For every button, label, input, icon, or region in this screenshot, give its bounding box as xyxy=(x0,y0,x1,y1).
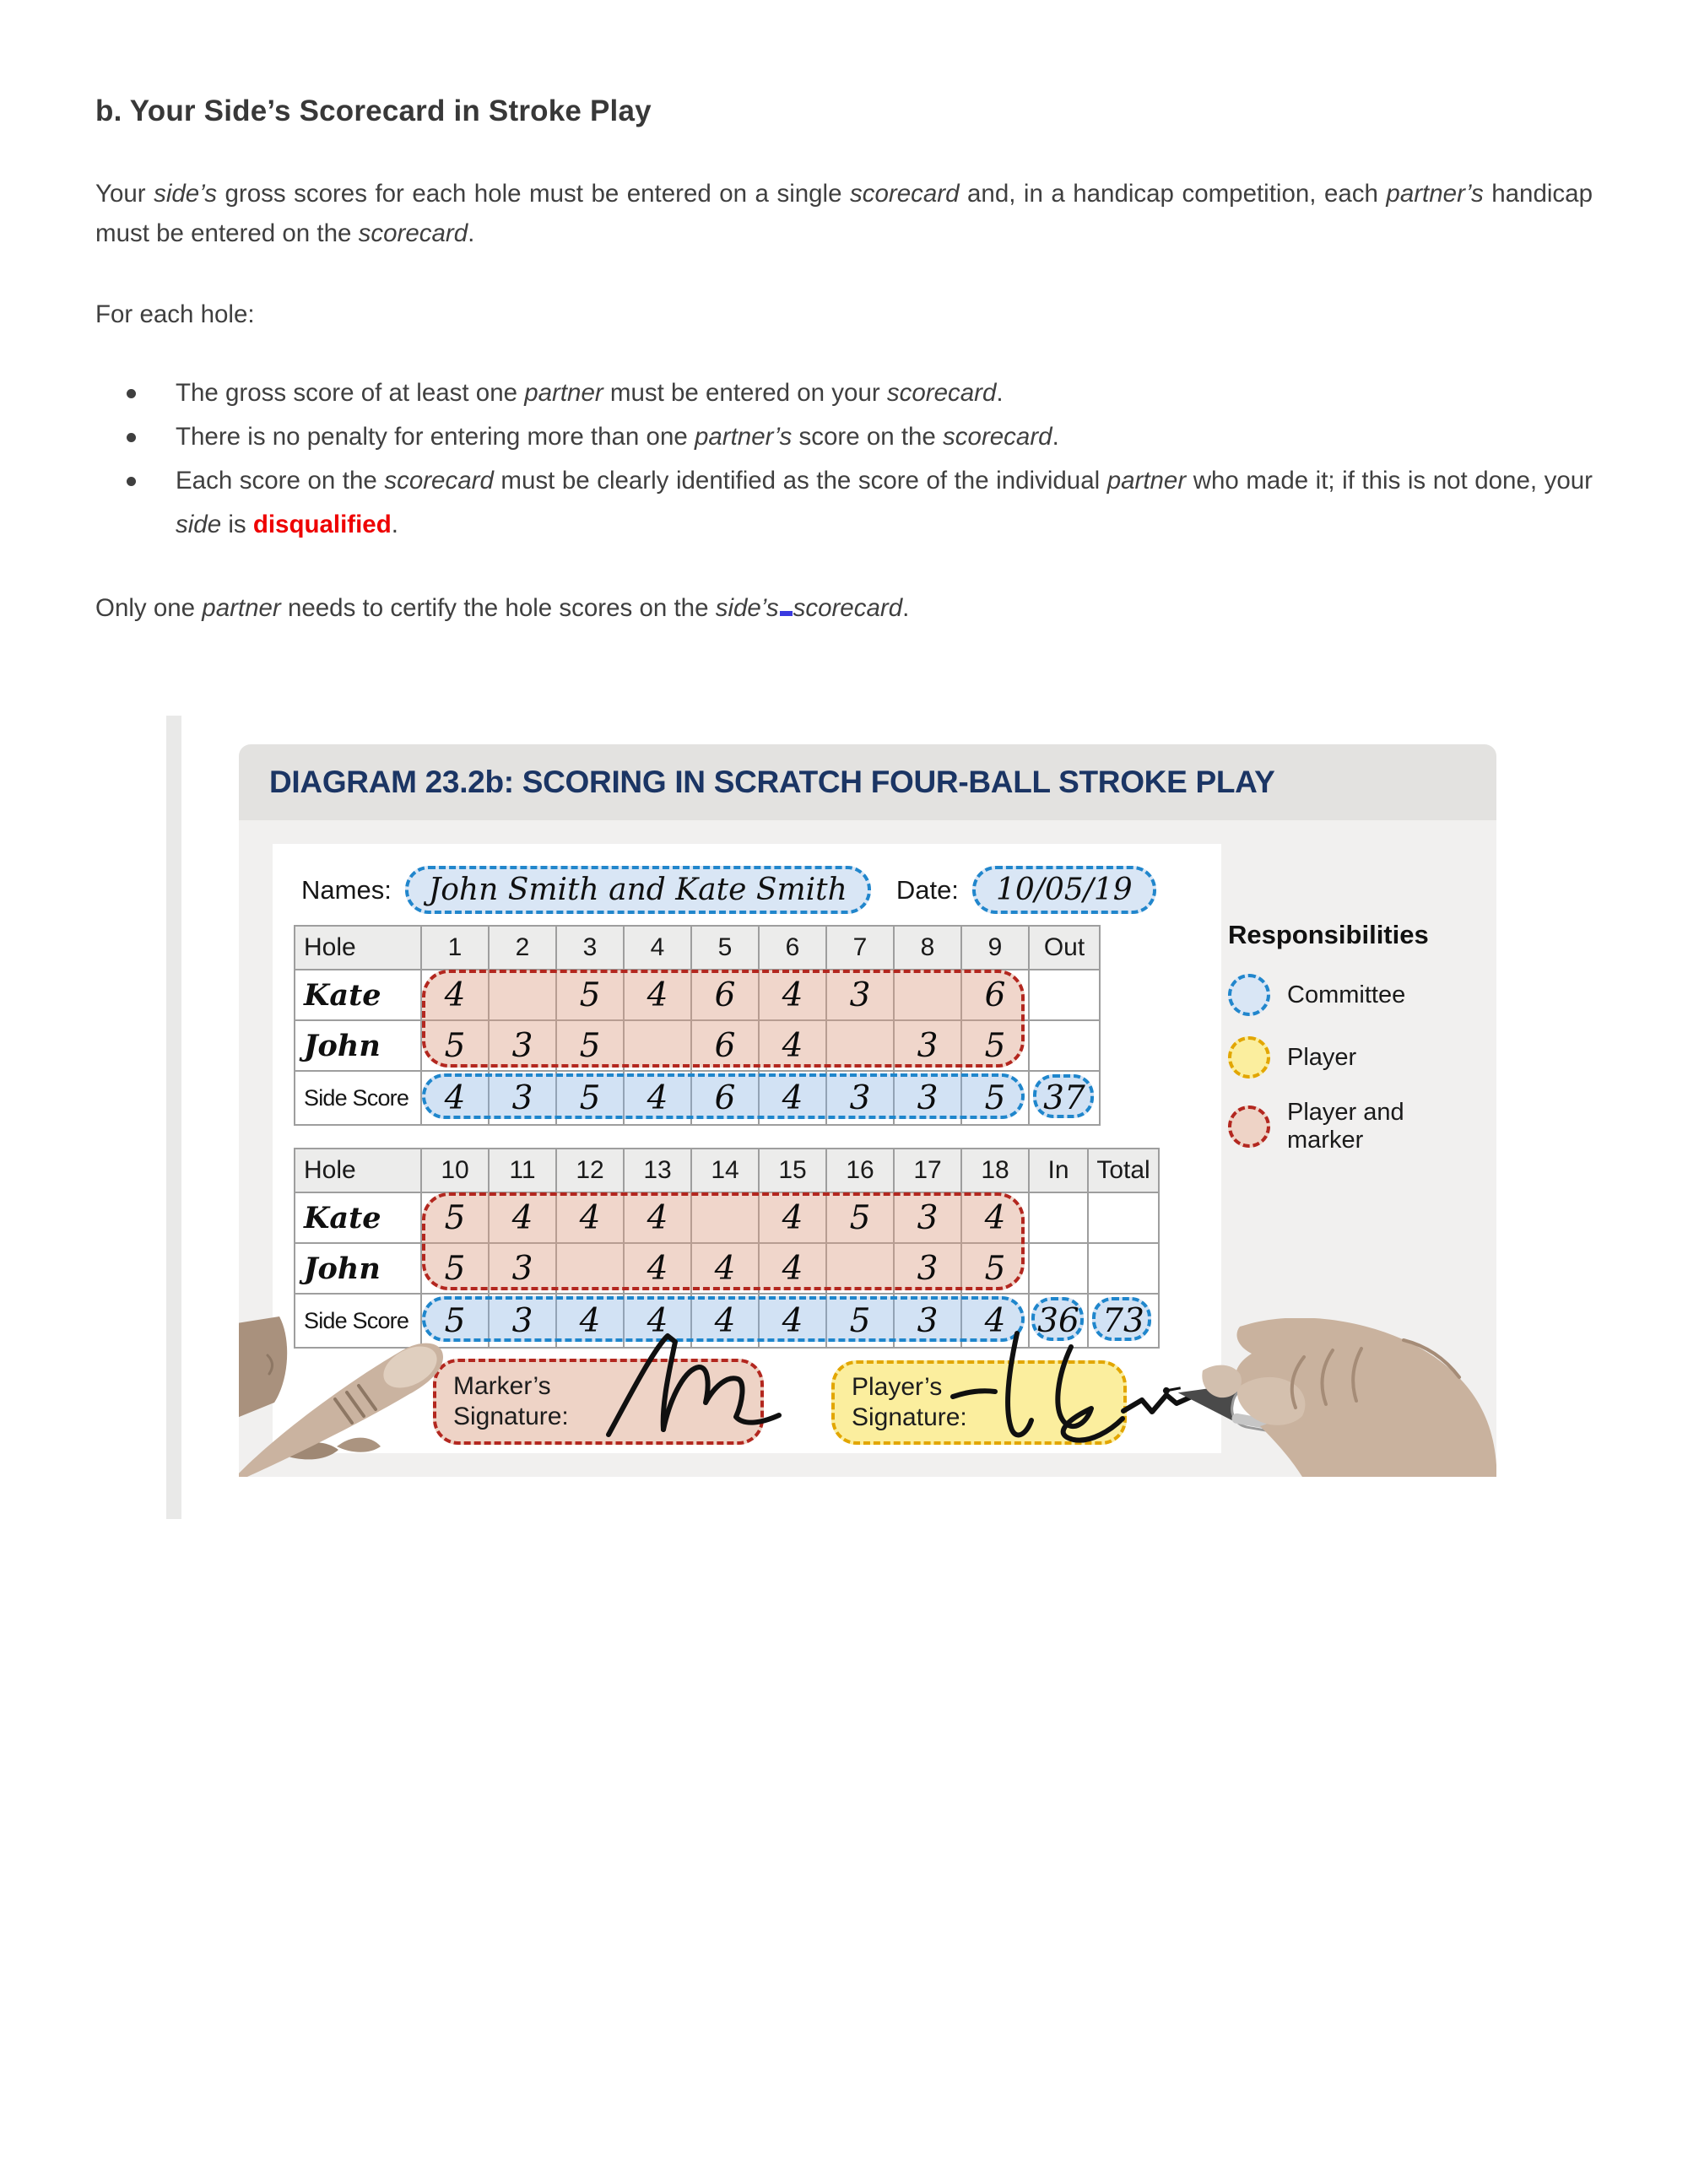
names-label: Names: xyxy=(301,874,392,905)
score-cell: 4 xyxy=(691,1294,759,1348)
legend-label: Committee xyxy=(1287,981,1406,1008)
scorecard-names-row xyxy=(301,866,1221,914)
side-score-row xyxy=(295,1071,1100,1125)
col-header: Total xyxy=(1088,1149,1159,1192)
score-cell: 4 xyxy=(421,970,489,1020)
text-run-italic: side xyxy=(176,511,222,538)
bullet-item xyxy=(176,459,1593,547)
col-header: 14 xyxy=(691,1149,759,1192)
score-cell xyxy=(826,1020,894,1071)
score-cell: 5 xyxy=(961,1020,1029,1071)
score-cell: 3 xyxy=(489,1020,556,1071)
text-run: gross scores for each hole must be entered on a single xyxy=(216,180,850,208)
text-run: handicap must be entered on the xyxy=(95,180,1593,247)
col-header: 8 xyxy=(894,926,961,970)
score-cell: 6 xyxy=(691,1020,759,1071)
out-total-cell: 37 xyxy=(1029,1071,1100,1125)
score-cell: 4 xyxy=(624,970,691,1020)
score-cell: 5 xyxy=(421,1192,489,1243)
col-header: 9 xyxy=(961,926,1029,970)
score-cell: 4 xyxy=(624,1192,691,1243)
text-run: . xyxy=(1052,423,1059,451)
score-cell: 4 xyxy=(421,1071,489,1125)
score-cell: 5 xyxy=(826,1192,894,1243)
score-cell xyxy=(624,1020,691,1071)
text-run-italic: scorecard xyxy=(358,219,468,247)
diagram-body xyxy=(239,820,1496,1477)
score-cell: 5 xyxy=(421,1294,489,1348)
row-label: John xyxy=(295,1020,421,1071)
text-run: is xyxy=(221,511,253,538)
text-run: . xyxy=(902,594,910,622)
legend-label: Player and marker xyxy=(1287,1099,1404,1154)
col-header: 7 xyxy=(826,926,894,970)
names-value: John Smith and Kate Smith xyxy=(428,873,847,907)
marker-signature-box xyxy=(433,1359,764,1445)
score-cell: 4 xyxy=(961,1294,1029,1348)
side-score-row xyxy=(295,1294,1159,1348)
legend-label: Player xyxy=(1287,1043,1357,1071)
scorecard xyxy=(273,844,1221,1453)
score-cell: 5 xyxy=(556,1071,624,1125)
john-row xyxy=(295,1243,1159,1294)
disqualified-highlight: disqualified xyxy=(252,511,392,538)
in-total-cell: 73 xyxy=(1088,1294,1159,1348)
date-label: Date: xyxy=(895,874,959,905)
text-run: Your xyxy=(95,180,154,208)
score-cell: 3 xyxy=(826,1071,894,1125)
text-run-italic: partner’s xyxy=(694,423,793,451)
text-run-italic: partner xyxy=(1106,467,1187,495)
text-run-italic: scorecard xyxy=(850,180,960,208)
score-cell xyxy=(556,1243,624,1294)
legend-item-committee xyxy=(1228,974,1481,1016)
text-run: . xyxy=(468,219,475,247)
col-header: 5 xyxy=(691,926,759,970)
quote-side-bar xyxy=(166,716,181,1519)
text-run-italic: partner’s xyxy=(1386,180,1484,208)
table-header-row xyxy=(295,1149,1159,1192)
col-header: 3 xyxy=(556,926,624,970)
col-header: 17 xyxy=(894,1149,961,1192)
score-cell: 3 xyxy=(489,1243,556,1294)
in-cell xyxy=(1029,1243,1088,1294)
score-cell: 5 xyxy=(556,970,624,1020)
text-run-italic: scorecard xyxy=(793,594,903,622)
names-capsule xyxy=(405,866,871,914)
score-cell: 4 xyxy=(556,1294,624,1348)
link-underline-artifact xyxy=(780,607,793,616)
score-cell: 4 xyxy=(961,1192,1029,1243)
in-cell xyxy=(1029,1192,1088,1243)
legend-title: Responsibilities xyxy=(1228,920,1429,949)
text-run: The gross score of at least one xyxy=(176,379,525,407)
score-cell: 4 xyxy=(759,1243,826,1294)
col-header: 4 xyxy=(624,926,691,970)
score-cell: 6 xyxy=(691,970,759,1020)
player-swatch-icon xyxy=(1228,1036,1270,1078)
score-cell xyxy=(894,970,961,1020)
score-cell: 4 xyxy=(489,1192,556,1243)
in-total-cell: 36 xyxy=(1029,1294,1088,1348)
col-header: 6 xyxy=(759,926,826,970)
score-cell: 4 xyxy=(624,1294,691,1348)
diagram-panel xyxy=(239,744,1496,1477)
score-cell: 3 xyxy=(894,1071,961,1125)
score-cell: 3 xyxy=(489,1294,556,1348)
john-row xyxy=(295,1020,1100,1071)
col-header: 12 xyxy=(556,1149,624,1192)
col-header: Out xyxy=(1029,926,1100,970)
row-label: Side Score xyxy=(295,1071,421,1125)
score-cell: 4 xyxy=(759,1071,826,1125)
score-cell: 4 xyxy=(759,1020,826,1071)
paragraph-for-each-hole: For each hole: xyxy=(95,300,255,328)
score-cell: 3 xyxy=(826,970,894,1020)
score-cell: 5 xyxy=(961,1071,1029,1125)
paragraph-certify xyxy=(95,588,1593,628)
text-run: must be entered on your xyxy=(603,379,887,407)
text-run: and, in a handicap competition, each xyxy=(959,180,1387,208)
text-run: needs to certify the hole scores on the xyxy=(280,594,716,622)
score-cell xyxy=(691,1192,759,1243)
score-cell: 3 xyxy=(489,1071,556,1125)
date-capsule xyxy=(972,866,1156,914)
col-header: 1 xyxy=(421,926,489,970)
col-header: 13 xyxy=(624,1149,691,1192)
text-run: Only one xyxy=(95,594,203,622)
score-cell xyxy=(826,1243,894,1294)
out-cell xyxy=(1029,1020,1100,1071)
paragraph-intro xyxy=(95,174,1593,253)
diagram-23-2b xyxy=(95,711,1593,1542)
score-cell: 3 xyxy=(894,1294,961,1348)
score-cell: 6 xyxy=(961,970,1029,1020)
score-cell xyxy=(489,970,556,1020)
text-run-italic: scorecard xyxy=(886,379,997,407)
row-label: John xyxy=(295,1243,421,1294)
player-signature-box xyxy=(831,1360,1127,1445)
text-run-italic: side’s xyxy=(154,180,217,208)
col-header: In xyxy=(1029,1149,1088,1192)
legend-item-player-marker xyxy=(1228,1099,1481,1154)
col-header: Hole xyxy=(295,1149,421,1192)
front-nine-table xyxy=(294,925,1101,1126)
date-value: 10/05/19 xyxy=(995,873,1133,907)
score-cell: 4 xyxy=(691,1243,759,1294)
player-and-marker-swatch-icon xyxy=(1228,1106,1270,1148)
marker-signature-label: Marker’s Signature: xyxy=(453,1372,569,1430)
text-run: Each score on the xyxy=(176,467,385,495)
col-header: Hole xyxy=(295,926,421,970)
back-nine-table xyxy=(294,1148,1160,1349)
score-cell: 3 xyxy=(894,1243,961,1294)
score-cell: 5 xyxy=(421,1243,489,1294)
front-nine-table-wrap xyxy=(294,925,1101,1126)
total-cell xyxy=(1088,1192,1159,1243)
text-run: score on the xyxy=(792,423,944,451)
total-cell xyxy=(1088,1243,1159,1294)
score-cell: 3 xyxy=(894,1020,961,1071)
legend-responsibilities xyxy=(1228,920,1481,1175)
row-label: Side Score xyxy=(295,1294,421,1348)
text-run-italic: partner xyxy=(202,594,281,622)
col-header: 15 xyxy=(759,1149,826,1192)
text-run-italic: scorecard xyxy=(943,423,1052,451)
row-label: Kate xyxy=(295,1192,421,1243)
diagram-title: DIAGRAM 23.2b: SCORING IN SCRATCH FOUR-BALL STROKE PLAY xyxy=(269,765,1275,799)
player-signature-label: Player’s Signature: xyxy=(852,1373,967,1431)
row-label: Kate xyxy=(295,970,421,1020)
legend-item-player xyxy=(1228,1036,1481,1078)
col-header: 16 xyxy=(826,1149,894,1192)
score-cell: 4 xyxy=(624,1071,691,1125)
back-nine-table-wrap xyxy=(294,1148,1160,1349)
bullet-list xyxy=(95,371,1593,547)
text-run-italic: scorecard xyxy=(384,467,494,495)
bullet-item xyxy=(176,371,1593,415)
score-cell: 4 xyxy=(556,1192,624,1243)
col-header: 2 xyxy=(489,926,556,970)
text-run: . xyxy=(996,379,1004,407)
score-cell: 4 xyxy=(624,1243,691,1294)
out-cell xyxy=(1029,970,1100,1020)
score-cell: 6 xyxy=(691,1071,759,1125)
score-cell: 5 xyxy=(421,1020,489,1071)
bullet-item xyxy=(176,415,1593,459)
text-run: . xyxy=(391,511,398,538)
text-run-italic: partner xyxy=(524,379,603,407)
score-cell: 4 xyxy=(759,970,826,1020)
score-cell: 4 xyxy=(759,1192,826,1243)
kate-row xyxy=(295,1192,1159,1243)
score-cell: 4 xyxy=(759,1294,826,1348)
page-title: b. Your Side’s Scorecard in Stroke Play xyxy=(95,95,652,127)
text-run: who made it; if this is not done, your xyxy=(1186,467,1593,495)
diagram-header xyxy=(239,744,1496,820)
committee-swatch-icon xyxy=(1228,974,1270,1016)
text-run-italic: side’s xyxy=(715,594,779,622)
table-header-row xyxy=(295,926,1100,970)
score-cell: 5 xyxy=(961,1243,1029,1294)
kate-row xyxy=(295,970,1100,1020)
col-header: 11 xyxy=(489,1149,556,1192)
score-cell: 5 xyxy=(556,1020,624,1071)
score-cell: 5 xyxy=(826,1294,894,1348)
text-run: There is no penalty for entering more than one xyxy=(176,423,695,451)
col-header: 18 xyxy=(961,1149,1029,1192)
col-header: 10 xyxy=(421,1149,489,1192)
text-run: must be clearly identified as the score of the individual xyxy=(493,467,1107,495)
score-cell: 3 xyxy=(894,1192,961,1243)
